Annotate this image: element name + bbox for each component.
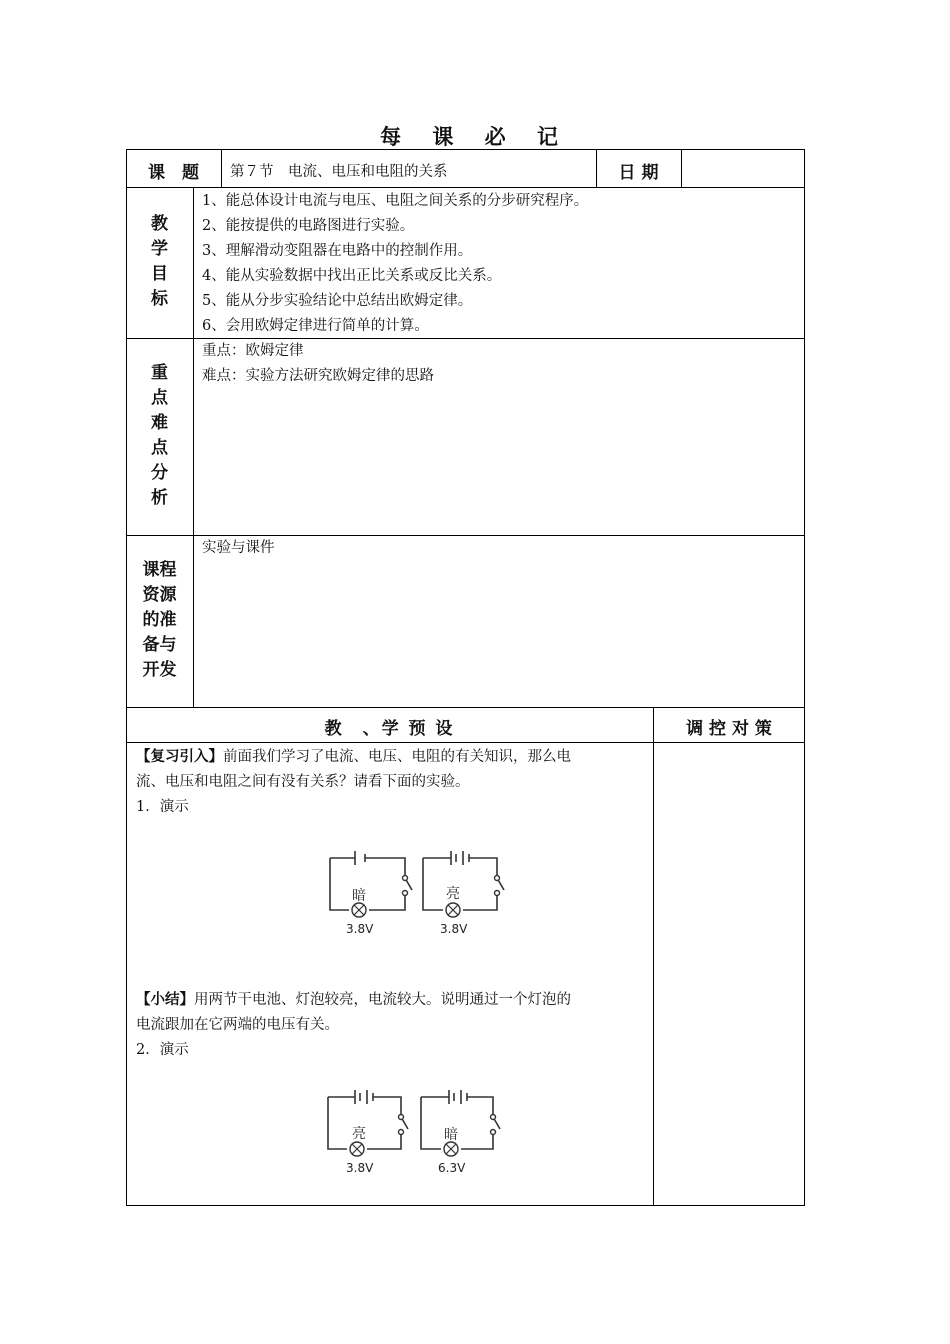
list-item: 5、能从分步实验结论中总结出欧姆定律。 (202, 293, 473, 309)
col-divider (221, 149, 222, 187)
list-item: 3、理解滑动变阻器在电路中的控制作用。 (202, 243, 473, 259)
lamp-3-label: 亮 (352, 1126, 366, 1142)
col-divider (193, 187, 194, 707)
circuit-diagram-1 (325, 848, 515, 938)
circuit-diagram-2 (323, 1087, 513, 1177)
lamp-2-label: 亮 (446, 886, 460, 902)
list-item: 4、能从实验数据中找出正比关系或反比关系。 (202, 268, 502, 284)
row-divider (126, 187, 805, 188)
list-item: 难点：实验方法研究欧姆定律的思路 (202, 368, 434, 384)
review-paragraph: 【复习引入】前面我们学习了电流、电压、电阻的有关知识，那么电 流、电压和电阻之间有没有关系？请看下面的实验。 1．演示 (136, 744, 648, 820)
lamp-3-voltage: 3.8V (346, 1161, 374, 1175)
col-divider (681, 149, 682, 187)
keypoints-list (202, 339, 434, 389)
demo-1-label: 1．演示 (136, 799, 189, 815)
objectives-label: 教 学 目 标 (151, 214, 168, 309)
keypoints-label: 重 点 难 点 分 析 (151, 363, 168, 508)
row-divider (126, 742, 805, 743)
lamp-4-label: 暗 (444, 1127, 458, 1143)
col-divider (653, 707, 654, 1206)
list-item: 1、能总体设计电流与电压、电阻之间关系的分步研究程序。 (202, 193, 589, 209)
lamp-1-voltage: 3.8V (346, 922, 374, 936)
lamp-2-voltage: 3.8V (440, 922, 468, 936)
page-title: 每 课 必 记 (380, 124, 570, 149)
resources-label: 课程 资源 的准 备与 开发 (142, 560, 177, 680)
objectives-list (202, 189, 588, 339)
lamp-4-voltage: 6.3V (438, 1161, 466, 1175)
review-tag: 【复习引入】 (136, 748, 223, 765)
demo-2-label: 2．演示 (136, 1042, 189, 1058)
resources-text: 实验与课件 (202, 540, 275, 556)
summary-paragraph: 【小结】用两节干电池、灯泡较亮，电流较大。说明通过一个灯泡的 电流跟加在它两端的电压有关。 2．演示 (136, 987, 648, 1063)
lamp-1-label: 暗 (352, 888, 366, 904)
row-divider (126, 707, 805, 708)
plan-header: 教 、学 预 设 (324, 719, 455, 739)
topic-value: 第７节 电流、电压和电阻的关系 (230, 164, 448, 180)
date-label: 日 期 (618, 163, 659, 183)
list-item: 重点：欧姆定律 (202, 343, 304, 359)
list-item: 6、会用欧姆定律进行简单的计算。 (202, 318, 429, 334)
list-item: 2、能按提供的电路图进行实验。 (202, 218, 415, 234)
control-header: 调 控 对 策 (686, 719, 772, 739)
summary-tag: 【小结】 (136, 991, 194, 1008)
topic-label: 课 题 (148, 163, 199, 183)
